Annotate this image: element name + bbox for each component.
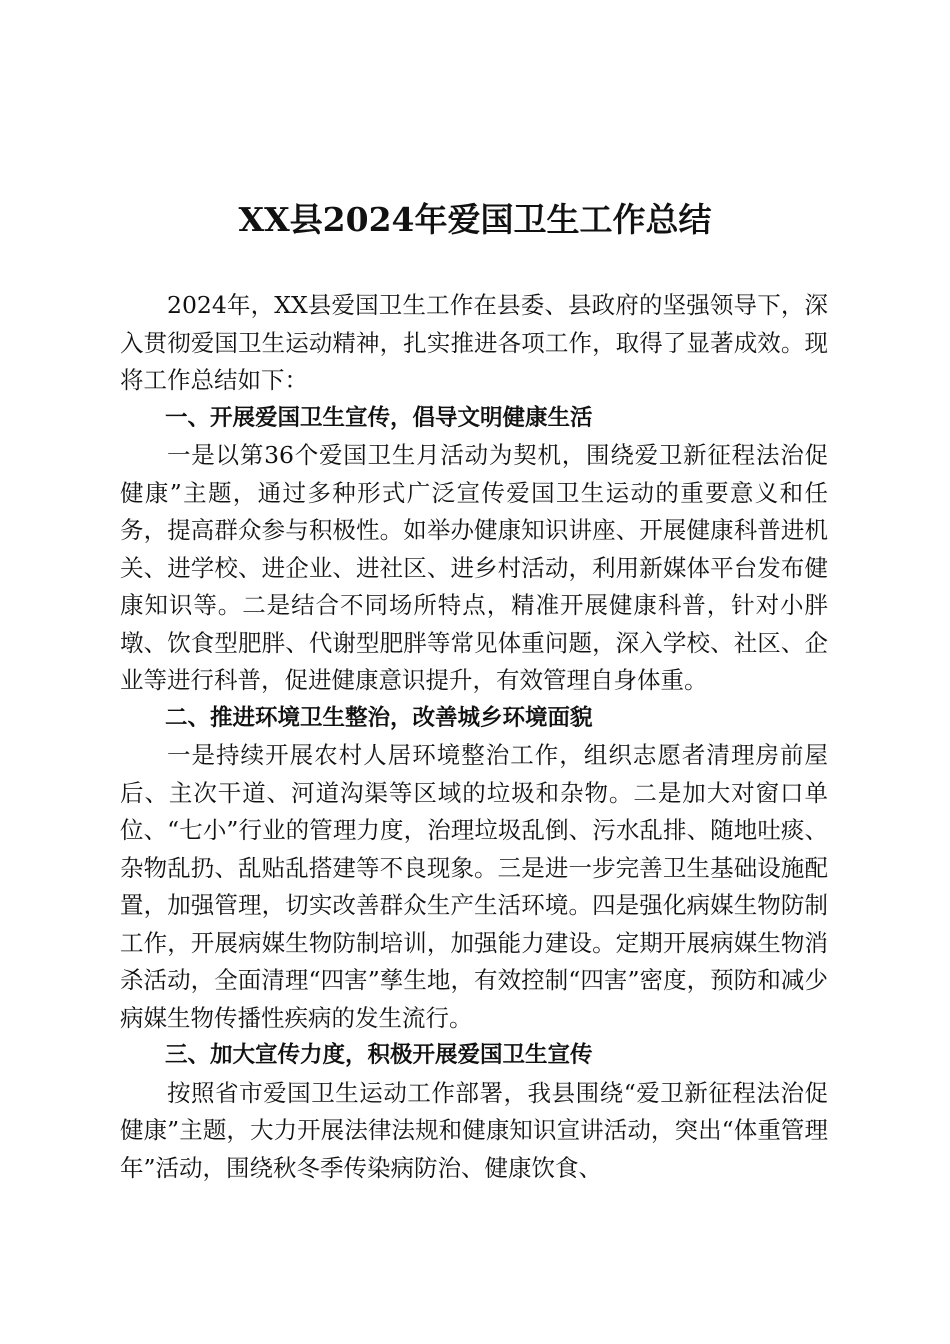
section-3-heading: 三、加大宣传力度，积极开展爱国卫生宣传 [165,1042,593,1068]
section-2-heading: 二、推进环境卫生整治，改善城乡环境面貌 [165,704,593,731]
section-1-paragraph: 一是以第36个爱国卫生月活动为契机，围绕爱卫新征程法治促健康”主题，通过多种形式广泛宣传爱国卫生运动的重要意义和任务，提高群众参与积极性。如举办健康知识讲座、开展健康科普进机关、进学校、进企业、进社区、进乡村活动，利用新媒体平台发布健康知识等。二是结合不同场所特点，精准开展健康科普，针对小胖墩、饮食型肥胖、代谢型肥胖等常见体重问题，深入学校、社区、企业等进行科普，促进健康意识提升，有效管理自身体重。 [120,441,828,694]
document-body [120,287,828,1187]
section-2-paragraph: 一是持续开展农村人居环境整治工作，组织志愿者清理房前屋后、主次干道、河道沟渠等区域的垃圾和杂物。二是加大对窗口单位、“七小”行业的管理力度，治理垃圾乱倒、污水乱排、随地吐痰、杂物乱扔、乱贴乱搭建等不良现象。三是进一步完善卫生基础设施配置，加强管理，切实改善群众生产生活环境。四是强化病媒生物防制工作，开展病媒生物防制培训，加强能力建设。定期开展病媒生物消杀活动，全面清理“四害”孳生地，有效控制“四害”密度，预防和减少病媒生物传播性疾病的发生流行。 [120,741,828,1032]
section-1-heading: 一、开展爱国卫生宣传，倡导文明健康生活 [165,404,593,431]
document-title: XX县2024年爱国卫生工作总结 [238,200,712,239]
section-3-paragraph: 按照省市爱国卫生运动工作部署，我县围绕“爱卫新征程法治促健康”主题，大力开展法律法规和健康知识宣讲活动，突出“体重管理年”活动，围绕秋冬季传染病防治、健康饮食、 [120,1078,828,1182]
intro-paragraph: 2024年，XX县爱国卫生工作在县委、县政府的坚强领导下，深入贯彻爱国卫生运动精神，扎实推进各项工作，取得了显著成效。现将工作总结如下： [120,291,828,394]
